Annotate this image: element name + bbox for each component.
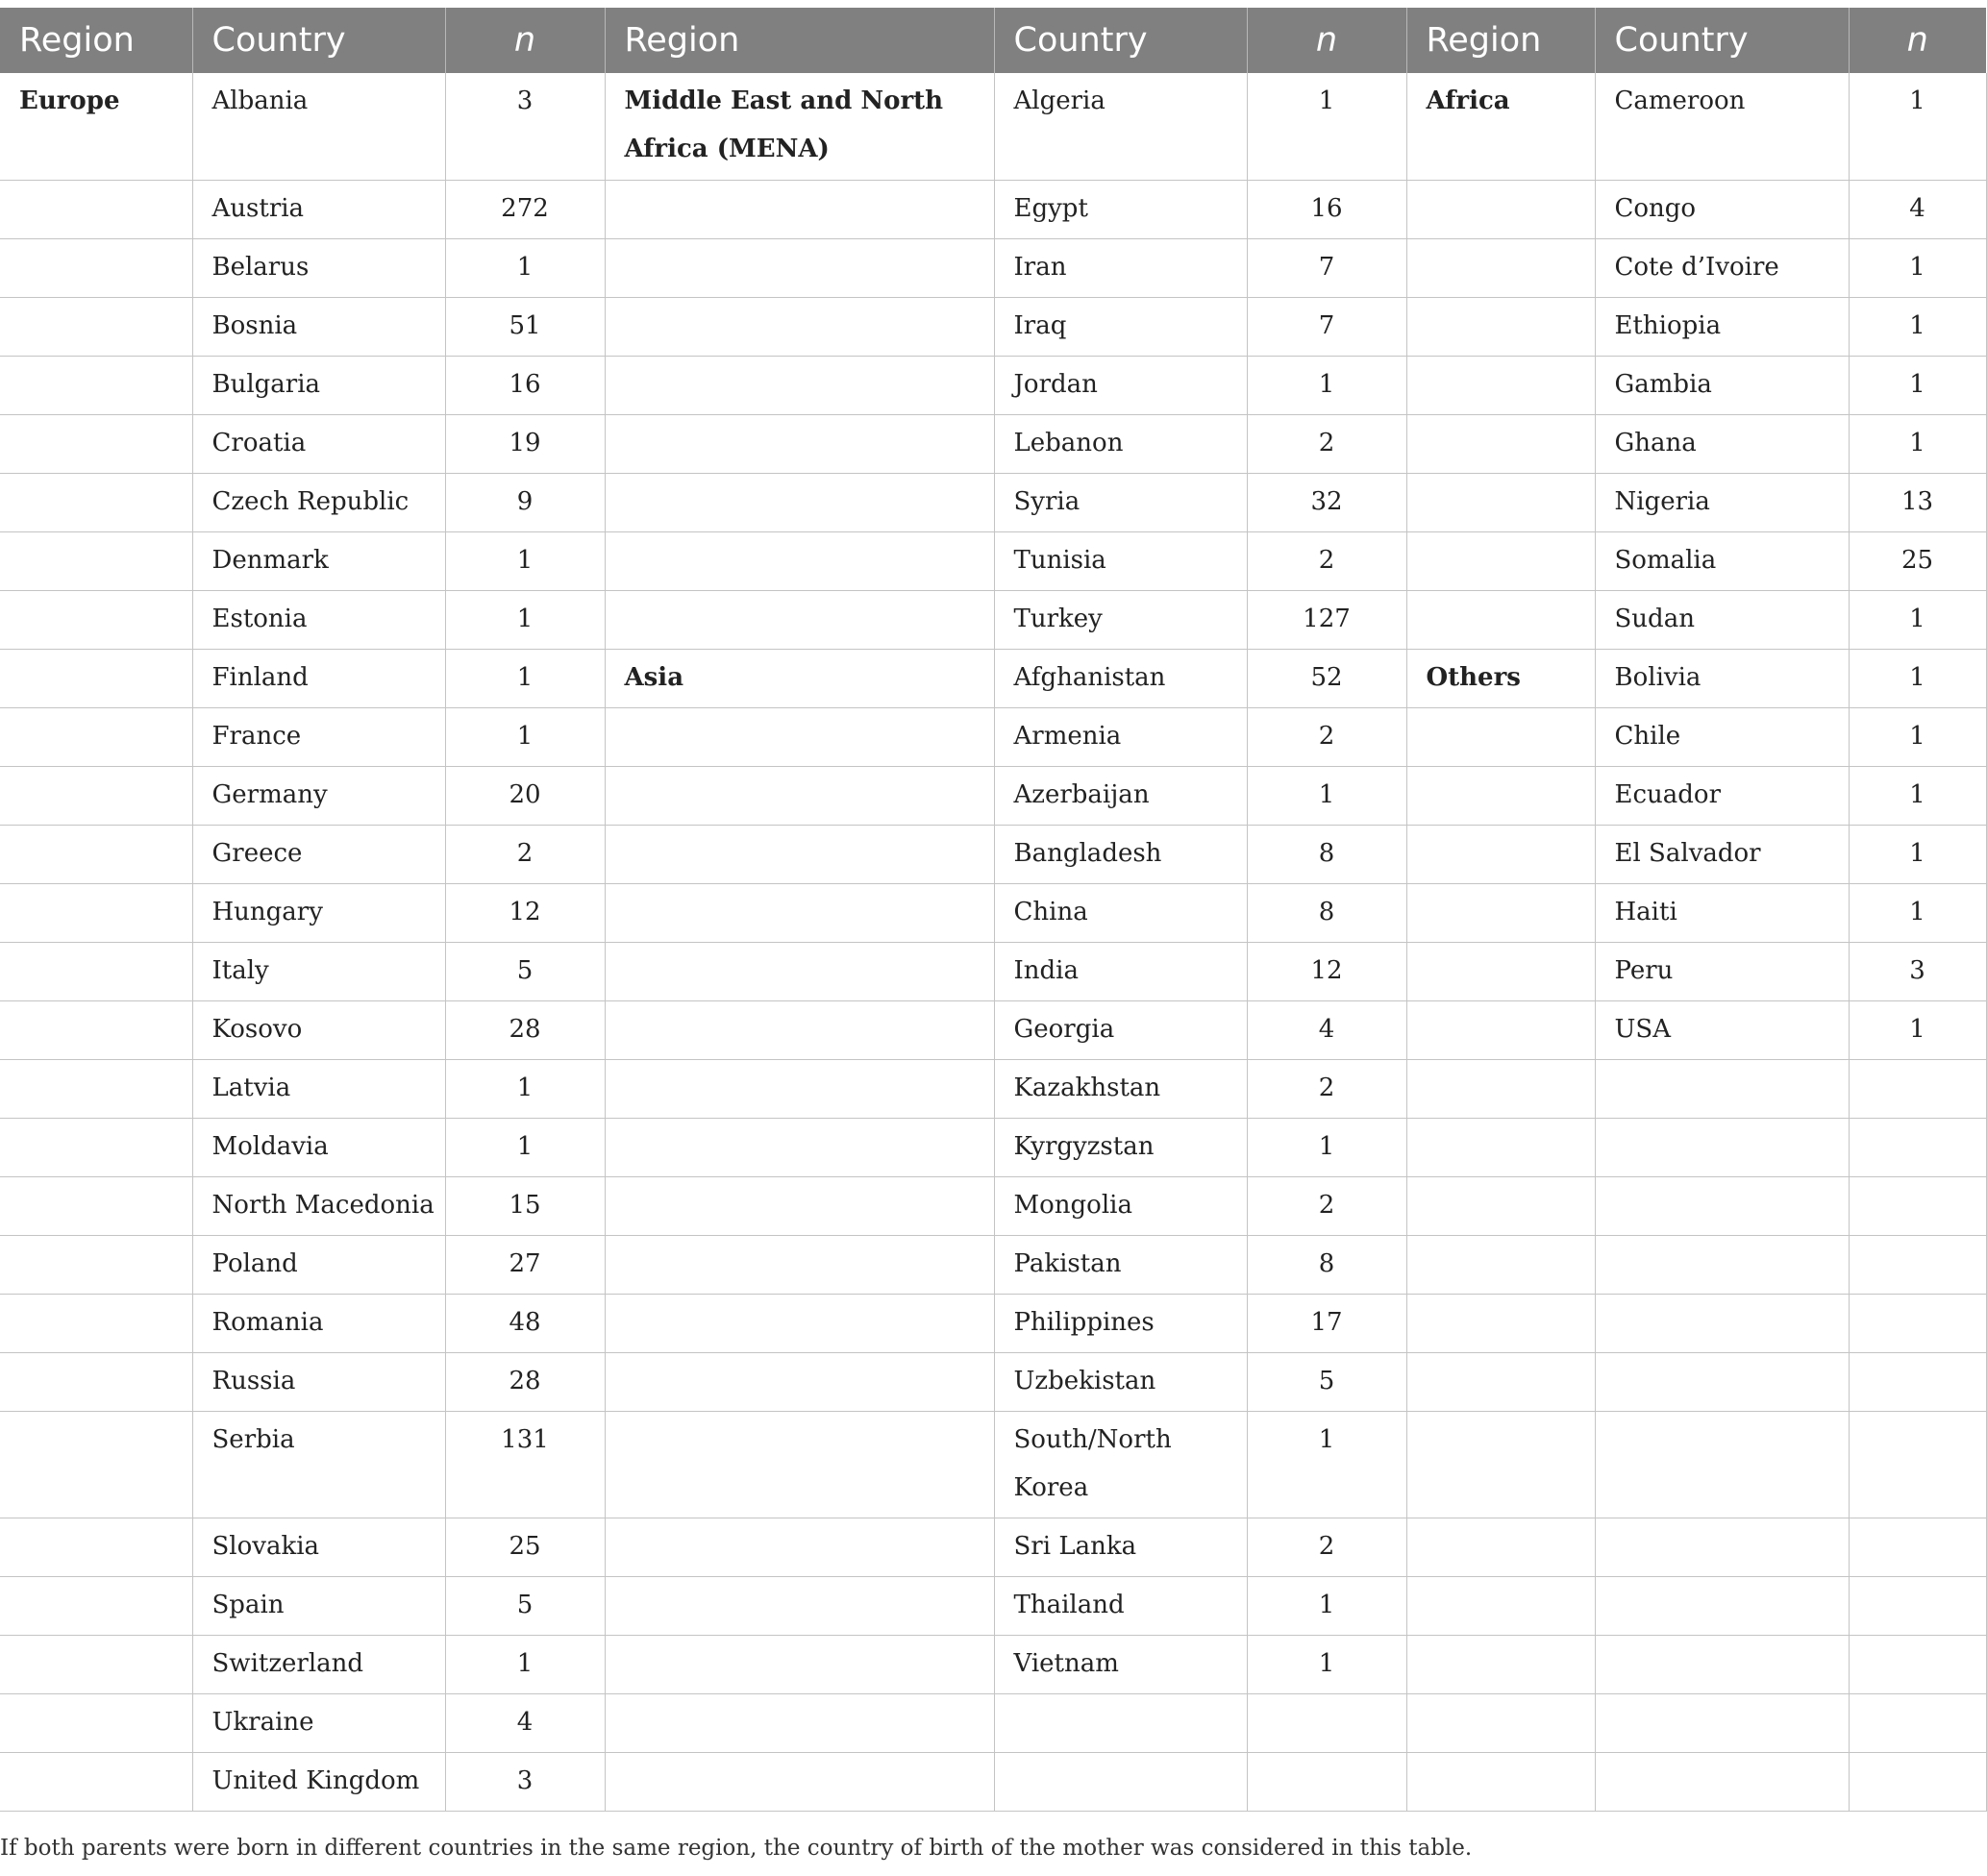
country-cell: Philippines	[994, 1294, 1247, 1352]
country-cell: Georgia	[994, 1000, 1247, 1059]
column-header-n: n	[445, 8, 605, 73]
n-cell: 7	[1247, 297, 1406, 356]
country-cell	[1595, 1118, 1849, 1176]
n-cell: 3	[445, 1752, 605, 1811]
region-cell	[1406, 1693, 1595, 1752]
n-cell: 2	[1247, 414, 1406, 473]
region-cell: Middle East and North Africa (MENA)	[605, 73, 994, 180]
n-cell	[1849, 1411, 1986, 1518]
n-cell	[1849, 1294, 1986, 1352]
country-cell	[994, 1693, 1247, 1752]
n-cell: 1	[1247, 766, 1406, 825]
table-row	[0, 1635, 1986, 1693]
region-cell	[0, 1118, 192, 1176]
n-cell: 1	[1849, 238, 1986, 297]
region-cell	[605, 1635, 994, 1693]
table-row	[0, 1352, 1986, 1411]
n-cell: 1	[1849, 766, 1986, 825]
region-cell	[605, 1000, 994, 1059]
table-row	[0, 1752, 1986, 1811]
table-row	[0, 590, 1986, 649]
n-cell: 7	[1247, 238, 1406, 297]
column-header-country: Country	[994, 8, 1247, 73]
table-row	[0, 356, 1986, 414]
region-cell: Europe	[0, 73, 192, 180]
region-cell	[1406, 414, 1595, 473]
region-cell	[605, 1576, 994, 1635]
country-cell: Azerbaijan	[994, 766, 1247, 825]
table-row	[0, 766, 1986, 825]
column-header-region: Region	[1406, 8, 1595, 73]
region-cell	[1406, 942, 1595, 1000]
country-cell: Nigeria	[1595, 473, 1849, 531]
n-cell: 20	[445, 766, 605, 825]
country-cell: Syria	[994, 473, 1247, 531]
region-cell	[0, 1693, 192, 1752]
country-cell: Denmark	[192, 531, 445, 590]
column-header-region: Region	[605, 8, 994, 73]
region-cell: Africa	[1406, 73, 1595, 180]
n-cell: 1	[1247, 1576, 1406, 1635]
country-cell: Gambia	[1595, 356, 1849, 414]
n-cell: 2	[1247, 1518, 1406, 1576]
table-row	[0, 531, 1986, 590]
region-cell	[605, 942, 994, 1000]
region-cell	[0, 297, 192, 356]
table-row	[0, 238, 1986, 297]
region-cell	[605, 1518, 994, 1576]
n-cell	[1849, 1352, 1986, 1411]
country-cell: Iraq	[994, 297, 1247, 356]
table-row	[0, 1118, 1986, 1176]
n-cell: 2	[1247, 1059, 1406, 1118]
region-cell	[1406, 1176, 1595, 1235]
country-cell: Peru	[1595, 942, 1849, 1000]
country-cell: South/North Korea	[994, 1411, 1247, 1518]
country-cell: Haiti	[1595, 883, 1849, 942]
region-cell	[0, 1294, 192, 1352]
region-cell	[1406, 1411, 1595, 1518]
n-cell: 12	[445, 883, 605, 942]
n-cell: 1	[1247, 356, 1406, 414]
n-cell: 16	[445, 356, 605, 414]
region-cell	[605, 180, 994, 238]
region-cell	[0, 825, 192, 883]
country-cell	[994, 1752, 1247, 1811]
table-body	[0, 73, 1986, 1811]
n-cell: 13	[1849, 473, 1986, 531]
country-cell: United Kingdom	[192, 1752, 445, 1811]
region-cell	[0, 1000, 192, 1059]
region-cell	[0, 942, 192, 1000]
table-row	[0, 414, 1986, 473]
n-cell: 1	[445, 707, 605, 766]
table-row	[0, 649, 1986, 707]
column-header-n: n	[1247, 8, 1406, 73]
region-cell	[1406, 1294, 1595, 1352]
region-cell	[0, 238, 192, 297]
table-row	[0, 180, 1986, 238]
region-cell	[0, 1752, 192, 1811]
n-cell: 32	[1247, 473, 1406, 531]
n-cell: 5	[1247, 1352, 1406, 1411]
country-cell: USA	[1595, 1000, 1849, 1059]
region-cell: Others	[1406, 649, 1595, 707]
country-cell: Jordan	[994, 356, 1247, 414]
n-cell: 12	[1247, 942, 1406, 1000]
table-row	[0, 1411, 1986, 1518]
region-cell	[0, 473, 192, 531]
table-row	[0, 297, 1986, 356]
n-cell: 1	[1247, 1118, 1406, 1176]
country-cell: Armenia	[994, 707, 1247, 766]
n-cell: 52	[1247, 649, 1406, 707]
region-cell	[0, 414, 192, 473]
n-cell: 5	[445, 1576, 605, 1635]
country-cell: Switzerland	[192, 1635, 445, 1693]
country-cell: Tunisia	[994, 531, 1247, 590]
n-cell: 8	[1247, 1235, 1406, 1294]
country-cell: Belarus	[192, 238, 445, 297]
region-cell	[605, 1176, 994, 1235]
n-cell: 272	[445, 180, 605, 238]
region-cell	[605, 590, 994, 649]
n-cell: 4	[445, 1693, 605, 1752]
n-cell: 2	[1247, 707, 1406, 766]
n-cell	[1849, 1518, 1986, 1576]
region-cell	[605, 473, 994, 531]
n-cell: 131	[445, 1411, 605, 1518]
n-cell: 48	[445, 1294, 605, 1352]
n-cell: 28	[445, 1352, 605, 1411]
country-cell: Germany	[192, 766, 445, 825]
country-cell: Ecuador	[1595, 766, 1849, 825]
country-cell: Chile	[1595, 707, 1849, 766]
n-cell: 1	[1247, 1635, 1406, 1693]
country-cell: Croatia	[192, 414, 445, 473]
n-cell: 1	[1849, 883, 1986, 942]
country-cell: France	[192, 707, 445, 766]
region-cell	[0, 766, 192, 825]
n-cell: 28	[445, 1000, 605, 1059]
region-cell	[0, 1411, 192, 1518]
country-cell: Albania	[192, 73, 445, 180]
region-cell	[605, 1752, 994, 1811]
region-cell	[605, 356, 994, 414]
table-row	[0, 825, 1986, 883]
country-cell: Bulgaria	[192, 356, 445, 414]
region-cell	[605, 297, 994, 356]
country-cell: Slovakia	[192, 1518, 445, 1576]
country-cell: Sri Lanka	[994, 1518, 1247, 1576]
column-header-country: Country	[1595, 8, 1849, 73]
region-cell	[0, 531, 192, 590]
n-cell: 1	[1849, 73, 1986, 180]
region-cell	[1406, 1635, 1595, 1693]
n-cell: 2	[1247, 531, 1406, 590]
country-cell: Spain	[192, 1576, 445, 1635]
region-cell	[0, 883, 192, 942]
country-cell	[1595, 1294, 1849, 1352]
country-cell: Moldavia	[192, 1118, 445, 1176]
header-row	[0, 8, 1986, 73]
country-cell: Afghanistan	[994, 649, 1247, 707]
region-cell	[1406, 238, 1595, 297]
country-cell: Congo	[1595, 180, 1849, 238]
region-cell	[0, 590, 192, 649]
region-cell	[1406, 1518, 1595, 1576]
country-cell: Cote d’Ivoire	[1595, 238, 1849, 297]
region-cell	[1406, 531, 1595, 590]
country-cell: Sudan	[1595, 590, 1849, 649]
n-cell	[1849, 1752, 1986, 1811]
n-cell: 19	[445, 414, 605, 473]
region-cell	[0, 180, 192, 238]
country-cell	[1595, 1059, 1849, 1118]
n-cell: 1	[1849, 1000, 1986, 1059]
n-cell	[1849, 1118, 1986, 1176]
country-cell: North Macedonia	[192, 1176, 445, 1235]
region-cell	[1406, 825, 1595, 883]
region-cell	[0, 1518, 192, 1576]
country-cell: Algeria	[994, 73, 1247, 180]
n-cell: 1	[445, 1059, 605, 1118]
region-cell	[0, 1635, 192, 1693]
table-row	[0, 1693, 1986, 1752]
country-cell	[1595, 1352, 1849, 1411]
n-cell: 17	[1247, 1294, 1406, 1352]
country-cell: Italy	[192, 942, 445, 1000]
column-header-n: n	[1849, 8, 1986, 73]
region-cell	[0, 707, 192, 766]
n-cell: 4	[1247, 1000, 1406, 1059]
region-cell	[605, 1235, 994, 1294]
country-cell: Uzbekistan	[994, 1352, 1247, 1411]
country-cell: Austria	[192, 180, 445, 238]
n-cell	[1849, 1059, 1986, 1118]
region-cell	[605, 1118, 994, 1176]
region-cell	[605, 883, 994, 942]
n-cell	[1247, 1752, 1406, 1811]
n-cell: 27	[445, 1235, 605, 1294]
country-cell	[1595, 1235, 1849, 1294]
country-cell	[1595, 1635, 1849, 1693]
country-cell: China	[994, 883, 1247, 942]
region-cell	[605, 1059, 994, 1118]
region-cell	[0, 1235, 192, 1294]
n-cell: 1	[1849, 649, 1986, 707]
country-cell: Poland	[192, 1235, 445, 1294]
country-cell: Ukraine	[192, 1693, 445, 1752]
column-header-country: Country	[192, 8, 445, 73]
n-cell: 9	[445, 473, 605, 531]
n-cell: 1	[1849, 707, 1986, 766]
region-cell	[605, 1693, 994, 1752]
country-cell: Kyrgyzstan	[994, 1118, 1247, 1176]
n-cell	[1849, 1635, 1986, 1693]
country-cell: India	[994, 942, 1247, 1000]
region-cell	[1406, 590, 1595, 649]
n-cell: 1	[445, 531, 605, 590]
table-row	[0, 1000, 1986, 1059]
region-cell	[0, 1352, 192, 1411]
n-cell: 1	[1849, 414, 1986, 473]
region-cell	[1406, 1059, 1595, 1118]
n-cell: 1	[445, 649, 605, 707]
n-cell: 5	[445, 942, 605, 1000]
n-cell: 2	[1247, 1176, 1406, 1235]
region-cell	[0, 356, 192, 414]
country-cell: Romania	[192, 1294, 445, 1352]
country-cell: Bolivia	[1595, 649, 1849, 707]
country-cell: Latvia	[192, 1059, 445, 1118]
n-cell: 1	[1849, 825, 1986, 883]
n-cell: 25	[445, 1518, 605, 1576]
country-cell: Iran	[994, 238, 1247, 297]
country-cell: Pakistan	[994, 1235, 1247, 1294]
region-cell	[1406, 1352, 1595, 1411]
n-cell	[1849, 1176, 1986, 1235]
country-cell: Estonia	[192, 590, 445, 649]
n-cell: 2	[445, 825, 605, 883]
n-cell	[1849, 1693, 1986, 1752]
n-cell: 1	[445, 1118, 605, 1176]
country-cell: Mongolia	[994, 1176, 1247, 1235]
country-cell: Ethiopia	[1595, 297, 1849, 356]
region-cell	[605, 707, 994, 766]
n-cell	[1849, 1576, 1986, 1635]
region-cell	[1406, 297, 1595, 356]
n-cell: 1	[1247, 1411, 1406, 1518]
region-cell	[605, 766, 994, 825]
n-cell	[1247, 1693, 1406, 1752]
region-cell	[1406, 1576, 1595, 1635]
region-cell	[1406, 766, 1595, 825]
region-cell	[605, 825, 994, 883]
region-cell	[0, 1176, 192, 1235]
region-cell	[605, 238, 994, 297]
n-cell: 1	[445, 238, 605, 297]
n-cell: 8	[1247, 883, 1406, 942]
table-row	[0, 1518, 1986, 1576]
table-row	[0, 1176, 1986, 1235]
country-cell: Finland	[192, 649, 445, 707]
region-cell	[1406, 1118, 1595, 1176]
table-row	[0, 942, 1986, 1000]
country-cell	[1595, 1693, 1849, 1752]
country-cell: Egypt	[994, 180, 1247, 238]
n-cell: 51	[445, 297, 605, 356]
n-cell: 15	[445, 1176, 605, 1235]
table-footnote: If both parents were born in different countries in the same region, the country of birth of the mother was considered in this table.	[0, 1836, 1473, 1861]
country-cell: Lebanon	[994, 414, 1247, 473]
country-cell	[1595, 1752, 1849, 1811]
country-cell: Cameroon	[1595, 73, 1849, 180]
n-cell: 25	[1849, 531, 1986, 590]
region-cell	[1406, 180, 1595, 238]
country-cell: El Salvador	[1595, 825, 1849, 883]
region-cell	[0, 1576, 192, 1635]
n-cell: 1	[1849, 297, 1986, 356]
n-cell: 1	[445, 590, 605, 649]
country-cell: Kosovo	[192, 1000, 445, 1059]
country-cell: Russia	[192, 1352, 445, 1411]
table-row	[0, 1235, 1986, 1294]
n-cell: 4	[1849, 180, 1986, 238]
n-cell: 8	[1247, 825, 1406, 883]
country-cell: Hungary	[192, 883, 445, 942]
n-cell	[1849, 1235, 1986, 1294]
n-cell: 1	[445, 1635, 605, 1693]
country-cell: Thailand	[994, 1576, 1247, 1635]
table-row	[0, 1059, 1986, 1118]
n-cell: 1	[1849, 590, 1986, 649]
column-header-region: Region	[0, 8, 192, 73]
n-cell: 1	[1247, 73, 1406, 180]
n-cell: 1	[1849, 356, 1986, 414]
region-cell	[1406, 707, 1595, 766]
region-cell: Asia	[605, 649, 994, 707]
country-cell: Kazakhstan	[994, 1059, 1247, 1118]
region-cell	[0, 649, 192, 707]
table-row	[0, 1294, 1986, 1352]
region-cell	[1406, 1752, 1595, 1811]
region-cell	[1406, 473, 1595, 531]
country-cell	[1595, 1576, 1849, 1635]
country-of-birth-table	[0, 8, 1987, 1812]
country-cell: Ghana	[1595, 414, 1849, 473]
country-cell: Bangladesh	[994, 825, 1247, 883]
country-cell: Greece	[192, 825, 445, 883]
table-row	[0, 707, 1986, 766]
region-cell	[1406, 1000, 1595, 1059]
n-cell: 16	[1247, 180, 1406, 238]
region-cell	[0, 1059, 192, 1118]
table-row	[0, 1576, 1986, 1635]
n-cell: 127	[1247, 590, 1406, 649]
n-cell: 3	[1849, 942, 1986, 1000]
country-cell	[1595, 1411, 1849, 1518]
table-row	[0, 883, 1986, 942]
country-cell	[1595, 1518, 1849, 1576]
region-cell	[1406, 356, 1595, 414]
region-cell	[1406, 1235, 1595, 1294]
country-cell: Somalia	[1595, 531, 1849, 590]
country-cell: Vietnam	[994, 1635, 1247, 1693]
region-cell	[1406, 883, 1595, 942]
country-cell: Bosnia	[192, 297, 445, 356]
region-cell	[605, 1294, 994, 1352]
table-row	[0, 473, 1986, 531]
table-row	[0, 73, 1986, 180]
region-cell	[605, 531, 994, 590]
region-cell	[605, 414, 994, 473]
country-cell: Czech Republic	[192, 473, 445, 531]
region-cell	[605, 1411, 994, 1518]
country-cell: Serbia	[192, 1411, 445, 1518]
region-cell	[605, 1352, 994, 1411]
n-cell: 3	[445, 73, 605, 180]
country-cell	[1595, 1176, 1849, 1235]
country-cell: Turkey	[994, 590, 1247, 649]
